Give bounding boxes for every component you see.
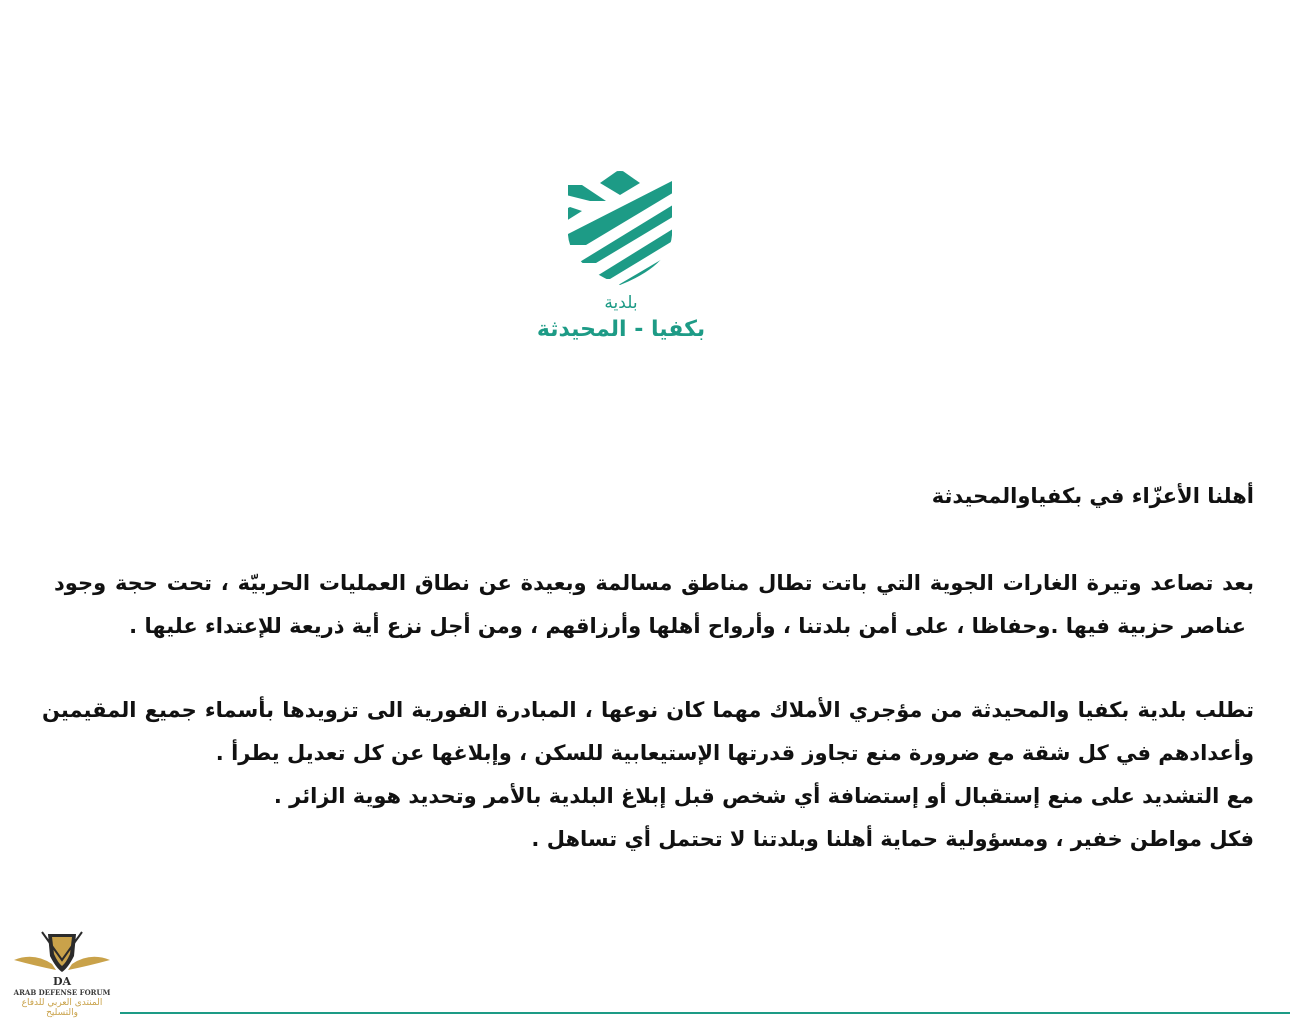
letter-greeting: أهلنا الأعزّاء في بكفياوالمحيدثة bbox=[931, 484, 1254, 508]
paragraph2-line3: مع التشديد على منع إستقبال أو إستضافة أي شخص قبل إبلاغ البلدية بالأمر وتحديد هوية الزائر . bbox=[273, 784, 1254, 808]
municipality-logo bbox=[516, 165, 726, 350]
logo-title-line: بلدية bbox=[604, 293, 638, 313]
paragraph1-line2: عناصر حزبية فيها .وحفاظا ، على أمن بلدتنا ، وأرواح أهلها وأرزاقهم ، ومن أجل نزع أية ذريعة للإعتداء عليها . bbox=[129, 614, 1246, 638]
paragraph2-line4: فكل مواطن خفير ، ومسؤولية حماية أهلنا وبلدتنا لا تحتمل أي تساهل . bbox=[531, 827, 1254, 851]
watermark bbox=[6, 930, 118, 1018]
paragraph1-line1: بعد تصاعد وتيرة الغارات الجوية التي باتت تطال مناطق مسالمة وبعيدة عن نطاق العمليات الحربيّة ، تحت حجة وجود bbox=[54, 571, 1254, 595]
arab-defense-forum-logo-icon bbox=[12, 930, 112, 988]
watermark-english: ARAB DEFENSE FORUM bbox=[13, 988, 111, 997]
paragraph2-line2: وأعدادهم في كل شقة مع ضرورة منع تجاوز قدرتها الإستيعابية للسكن ، وإبلاغها عن كل تعديل يطرأ . bbox=[215, 741, 1254, 765]
shield-stripes-icon bbox=[566, 165, 674, 287]
paragraph2-line1: تطلب بلدية بكفيا والمحيدثة من مؤجري الأملاك مهما كان نوعها ، المبادرة الفورية الى تزويدها بأسماء جميع المقيمين bbox=[42, 698, 1254, 722]
bottom-rule bbox=[120, 1012, 1290, 1014]
watermark-arabic: المنتدى العربي للدفاع والتسليح bbox=[21, 998, 103, 1018]
svg-text:DA: DA bbox=[52, 975, 72, 988]
logo-name-line: بكفيا - المحيدثة bbox=[536, 317, 706, 342]
